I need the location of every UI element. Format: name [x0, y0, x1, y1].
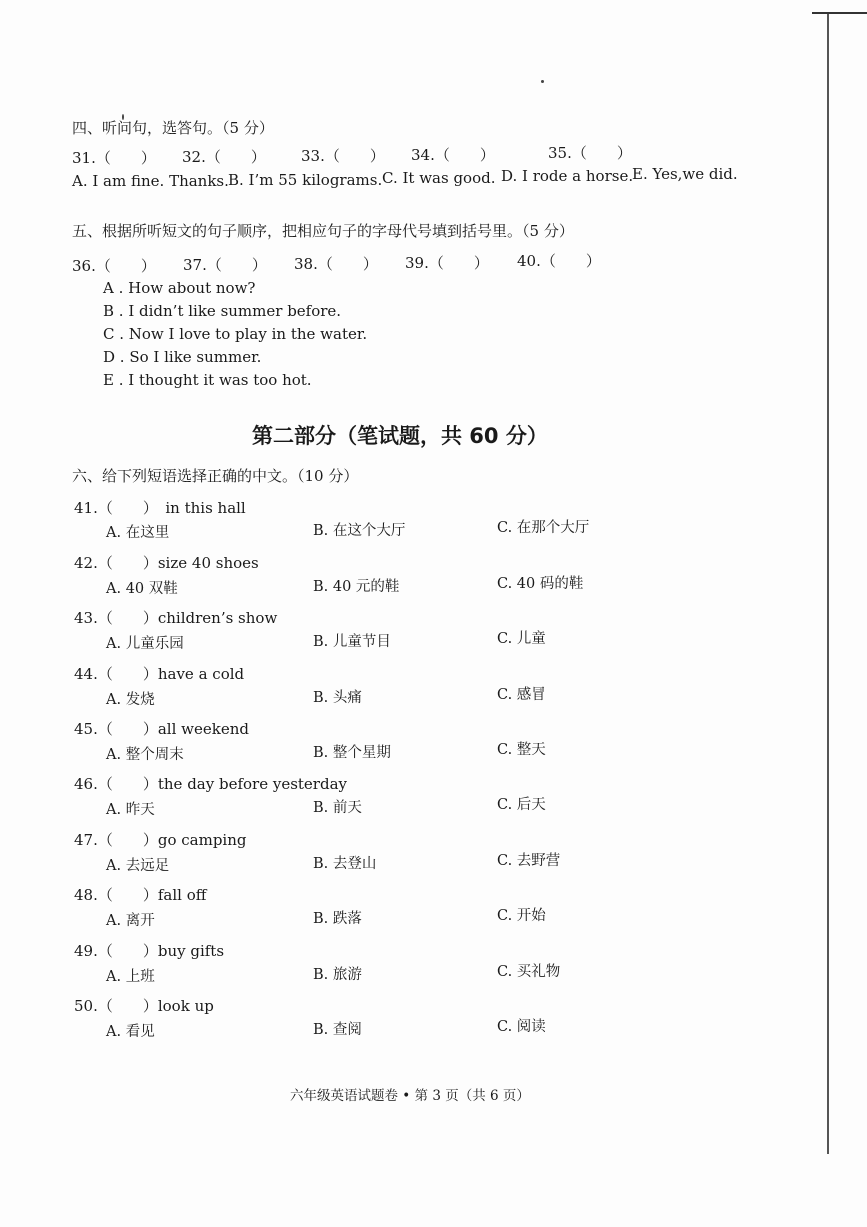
- question-48-option-c: C. 开始: [497, 908, 546, 924]
- question-41-option-b: B. 在这个大厅: [313, 523, 406, 539]
- scan-speck: [541, 80, 544, 83]
- question-42-option-a: A. 40 双鞋: [106, 581, 178, 597]
- sentence-e: E . I thought it was too hot.: [103, 371, 312, 389]
- sentence-a: A . How about now?: [103, 279, 256, 297]
- question-50-stem: 50.（ ）look up: [74, 997, 214, 1015]
- question-50-option-c: C. 阅读: [497, 1019, 546, 1035]
- question-42-stem: 42.（ ）size 40 shoes: [74, 554, 259, 572]
- question-45-stem: 45.（ ）all weekend: [74, 720, 249, 738]
- question-48-option-b: B. 跌落: [313, 911, 362, 927]
- section-4-title: 四、听问句，选答句。（5 分）: [72, 119, 274, 137]
- page-footer: 六年级英语试题卷 • 第 3 页（共 6 页）: [290, 1088, 530, 1104]
- question-47-option-b: B. 去登山: [313, 856, 377, 872]
- question-44-option-b: B. 头痛: [313, 690, 362, 706]
- section-6-title: 六、给下列短语选择正确的中文。（10 分）: [72, 467, 359, 485]
- question-48-option-a: A. 离开: [106, 913, 155, 929]
- question-46-option-a: A. 昨天: [106, 802, 155, 818]
- answer-blank-33[interactable]: 33.（ ）: [301, 147, 385, 165]
- question-42-option-c: C. 40 码的鞋: [497, 576, 584, 592]
- question-41-option-a: A. 在这里: [106, 525, 170, 541]
- question-46-option-b: B. 前天: [313, 800, 362, 816]
- section-5-title: 五、根据所听短文的句子顺序，把相应句子的字母代号填到括号里。（5 分）: [72, 222, 574, 240]
- question-44-option-c: C. 感冒: [497, 687, 546, 703]
- answer-option-b: B. I’m 55 kilograms.: [228, 171, 383, 189]
- answer-blank-37[interactable]: 37.（ ）: [183, 256, 267, 274]
- question-48-stem: 48.（ ）fall off: [74, 886, 207, 904]
- question-44-stem: 44.（ ）have a cold: [74, 665, 245, 683]
- scan-border-right: [827, 14, 829, 1154]
- question-45-option-b: B. 整个星期: [313, 745, 391, 761]
- part-2-heading: 第二部分（笔试题，共 60 分）: [252, 424, 548, 448]
- question-49-option-a: A. 上班: [106, 969, 155, 985]
- question-45-option-a: A. 整个周末: [106, 747, 184, 763]
- question-47-option-a: A. 去远足: [106, 858, 170, 874]
- question-47-stem: 47.（ ）go camping: [74, 831, 247, 849]
- answer-blank-38[interactable]: 38.（ ）: [294, 255, 378, 273]
- question-49-option-b: B. 旅游: [313, 967, 362, 983]
- question-43-stem: 43.（ ）children’s show: [74, 609, 278, 627]
- question-50-option-b: B. 查阅: [313, 1022, 362, 1038]
- answer-blank-32[interactable]: 32.（ ）: [182, 148, 266, 166]
- question-49-stem: 49.（ ）buy gifts: [74, 942, 225, 960]
- scan-border-top: [812, 12, 867, 14]
- question-41-option-c: C. 在那个大厅: [497, 520, 590, 536]
- answer-option-a: A. I am fine. Thanks.: [72, 172, 229, 190]
- question-43-option-b: B. 儿童节目: [313, 634, 391, 650]
- answer-blank-36[interactable]: 36.（ ）: [72, 257, 156, 275]
- question-45-option-c: C. 整天: [497, 742, 546, 758]
- question-46-stem: 46.（ ）the day before yesterday: [74, 775, 347, 793]
- question-50-option-a: A. 看见: [106, 1024, 155, 1040]
- answer-blank-34[interactable]: 34.（ ）: [411, 146, 495, 164]
- answer-blank-40[interactable]: 40.（ ）: [517, 252, 601, 270]
- answer-blank-31[interactable]: 31.（ ）: [72, 149, 156, 167]
- sentence-c: C . Now I love to play in the water.: [103, 325, 368, 343]
- question-47-option-c: C. 去野营: [497, 853, 561, 869]
- answer-blank-39[interactable]: 39.（ ）: [405, 254, 489, 272]
- question-41-stem: 41.（ ） in this hall: [74, 499, 246, 517]
- sentence-b: B . I didn’t like summer before.: [103, 302, 342, 320]
- answer-option-e: E. Yes,we did.: [632, 165, 738, 183]
- answer-option-d: D. I rode a horse.: [501, 167, 634, 185]
- question-44-option-a: A. 发烧: [106, 692, 155, 708]
- answer-blank-35[interactable]: 35.（ ）: [548, 144, 632, 162]
- question-49-option-c: C. 买礼物: [497, 964, 561, 980]
- question-43-option-a: A. 儿童乐园: [106, 636, 184, 652]
- question-46-option-c: C. 后天: [497, 797, 546, 813]
- sentence-d: D . So I like summer.: [103, 348, 262, 366]
- question-42-option-b: B. 40 元的鞋: [313, 579, 400, 595]
- answer-option-c: C. It was good.: [382, 169, 496, 187]
- question-43-option-c: C. 儿童: [497, 631, 546, 647]
